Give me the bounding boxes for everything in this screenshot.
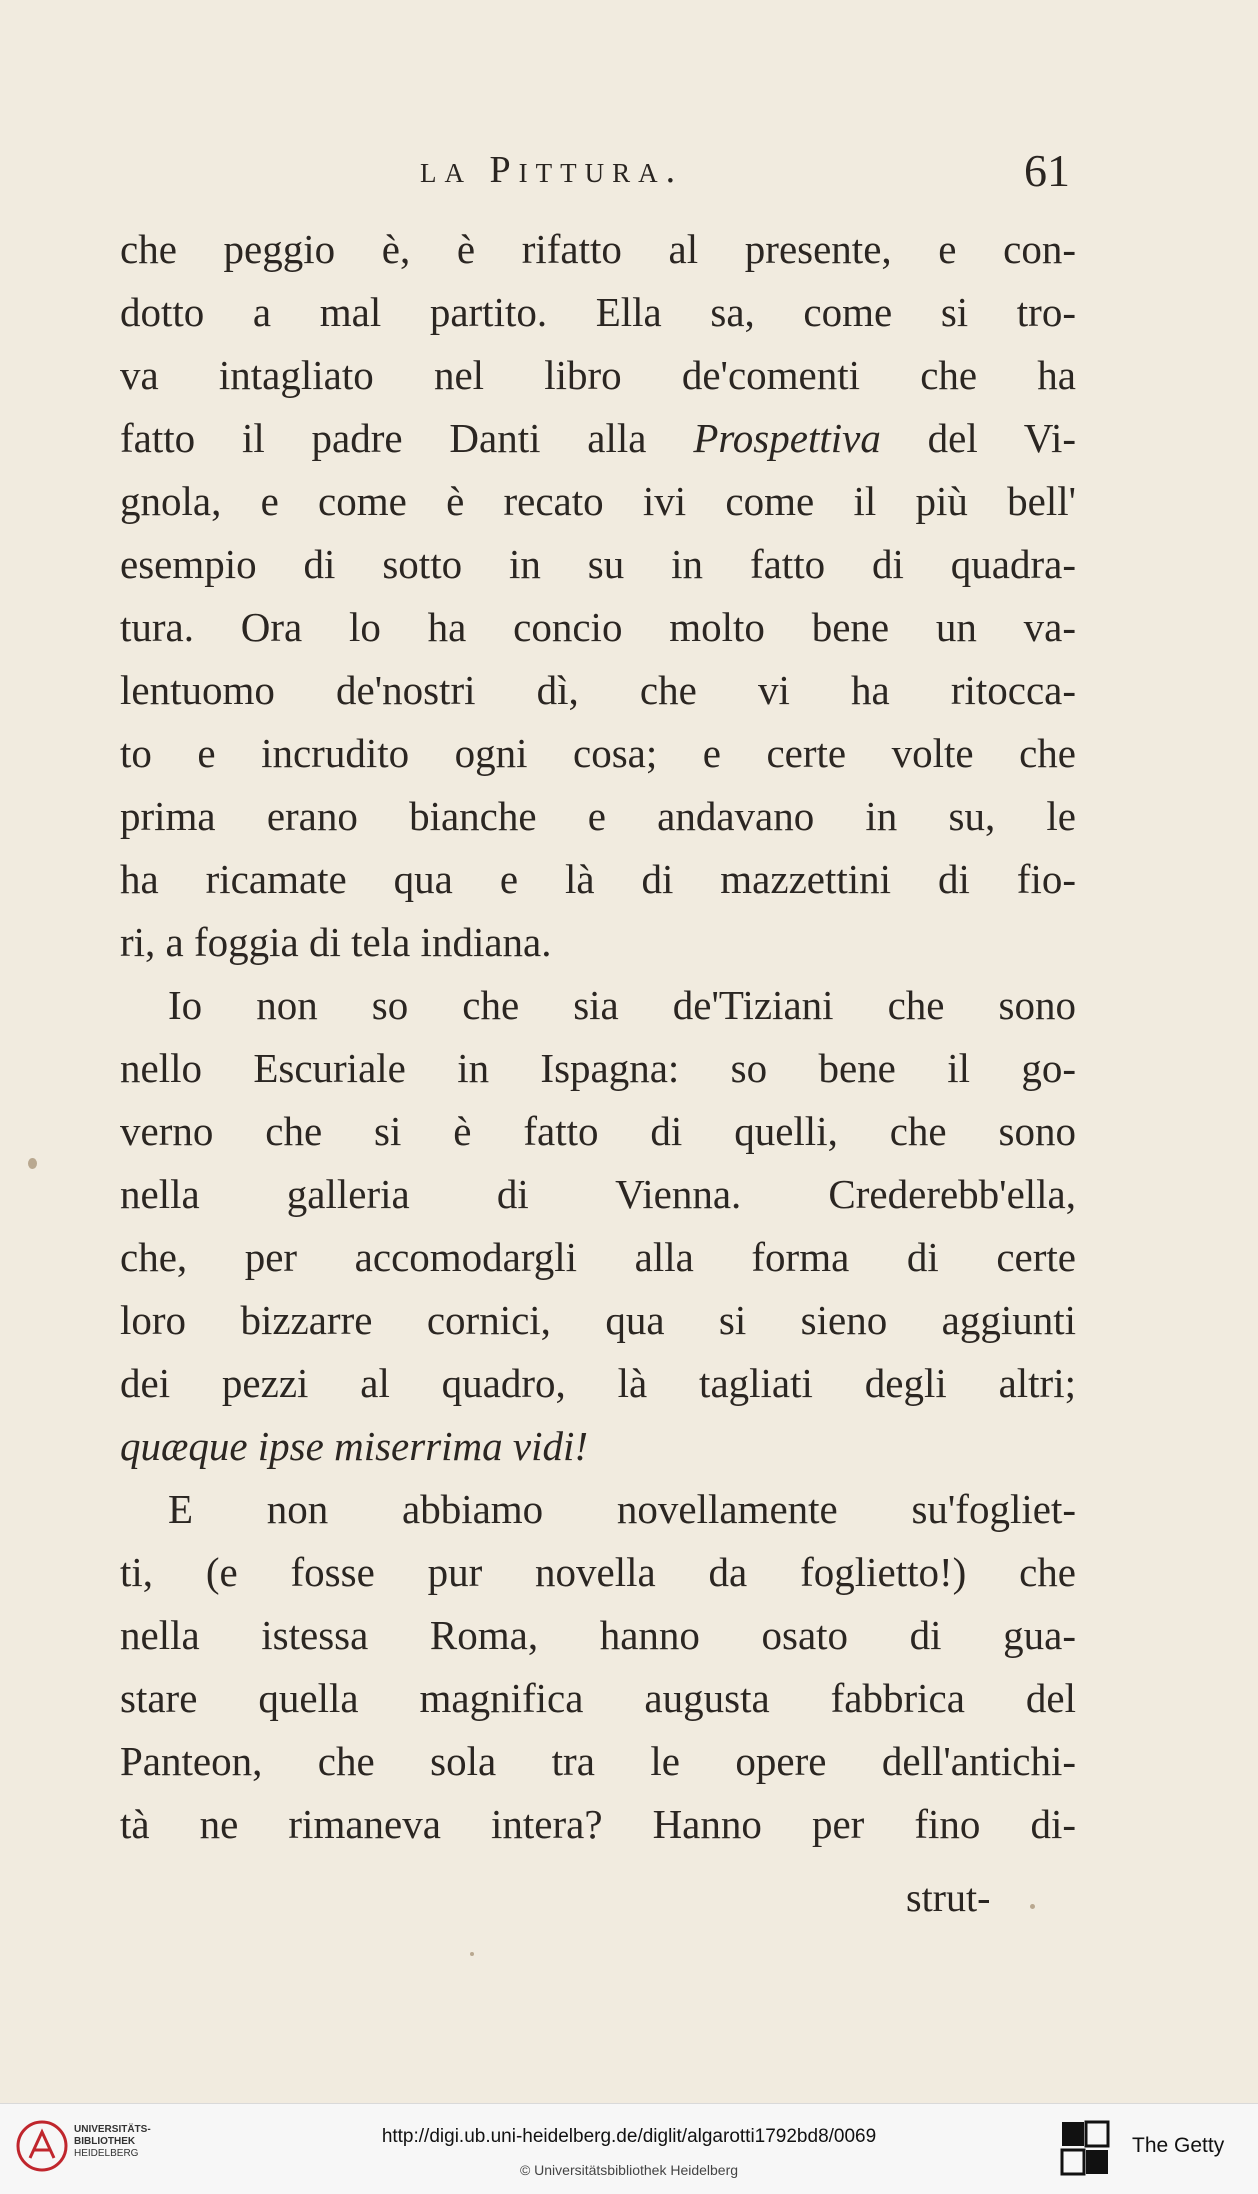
getty-name: The Getty (1132, 2134, 1225, 2157)
text-line-part: del Vi- (880, 415, 1076, 461)
latin-quotation: quæque ipse miserrima vidi! (120, 1423, 589, 1469)
text-line: esempio di sotto in su in fatto di quadra- (120, 541, 1076, 587)
text-line: dei pezzi al quadro, là tagliati degli altri; (120, 1360, 1076, 1406)
footer-bar (0, 2103, 1258, 2194)
running-title: la Pittura. (420, 149, 684, 191)
text-line: to e incrudito ogni cosa; e certe volte che (120, 730, 1076, 776)
university-name-line: UNIVERSITÄTS- (74, 2124, 151, 2135)
page-url-link[interactable]: http://digi.ub.uni-heidelberg.de/diglit/algarotti1792bd8/0069 (381, 2126, 877, 2147)
catchword: strut- (906, 1875, 991, 1920)
getty-logo-icon (1060, 2120, 1110, 2176)
text-line: prima erano bianche e andavano in su, le (120, 793, 1076, 839)
text-line: Io non so che sia de'Tiziani che sono (168, 982, 1076, 1028)
text-line: nella istessa Roma, hanno osato di gua- (120, 1612, 1076, 1658)
paper-speck (1030, 1904, 1035, 1909)
body-text (120, 218, 1076, 1856)
text-line: nella galleria di Vienna. Crederebb'ella, (120, 1171, 1076, 1217)
text-line: Panteon, che sola tra le opere dell'antichi- (120, 1738, 1076, 1784)
text-line: verno che si è fatto di quelli, che sono (120, 1108, 1076, 1154)
text-line: dotto a mal partito. Ella sa, come si tro- (120, 289, 1076, 335)
italic-title: Prospettiva (693, 415, 881, 461)
text-line: stare quella magnifica augusta fabbrica del (120, 1675, 1076, 1721)
copyright-notice: © Universitätsbibliothek Heidelberg (519, 2162, 739, 2178)
university-name-line: BIBLIOTHEK (74, 2136, 136, 2147)
page-number: 61 (1024, 145, 1070, 196)
paper-speck (470, 1952, 474, 1956)
text-line: ti, (e fosse pur novella da foglietto!) che (120, 1549, 1076, 1595)
text-line: loro bizzarre cornici, qua si sieno aggiunti (120, 1297, 1076, 1343)
text-line: E non abbiamo novellamente su'fogliet- (168, 1486, 1076, 1532)
text-line: va intagliato nel libro de'comenti che ha (120, 352, 1076, 398)
page-header (420, 145, 1070, 208)
text-line: gnola, e come è recato ivi come il più bell' (120, 478, 1076, 524)
university-name-line: HEIDELBERG (74, 2148, 139, 2159)
text-line: ri, a foggia di tela indiana. (120, 919, 552, 965)
paper-speck (28, 1158, 37, 1169)
text-line: nello Escuriale in Ispagna: so bene il go- (120, 1045, 1076, 1091)
text-line (120, 407, 1076, 470)
text-line: tura. Ora lo ha concio molto bene un va- (120, 604, 1076, 650)
text-line: lentuomo de'nostri dì, che vi ha ritocca- (120, 667, 1076, 713)
text-line-part: fatto il padre Danti alla (120, 415, 694, 461)
text-line: tà ne rimaneva intera? Hanno per fino di- (120, 1801, 1076, 1847)
text-line: ha ricamate qua e là di mazzettini di fio- (120, 856, 1076, 902)
text-line: che, per accomodargli alla forma di certe (120, 1234, 1076, 1280)
text-line: che peggio è, è rifatto al presente, e con- (120, 226, 1076, 272)
